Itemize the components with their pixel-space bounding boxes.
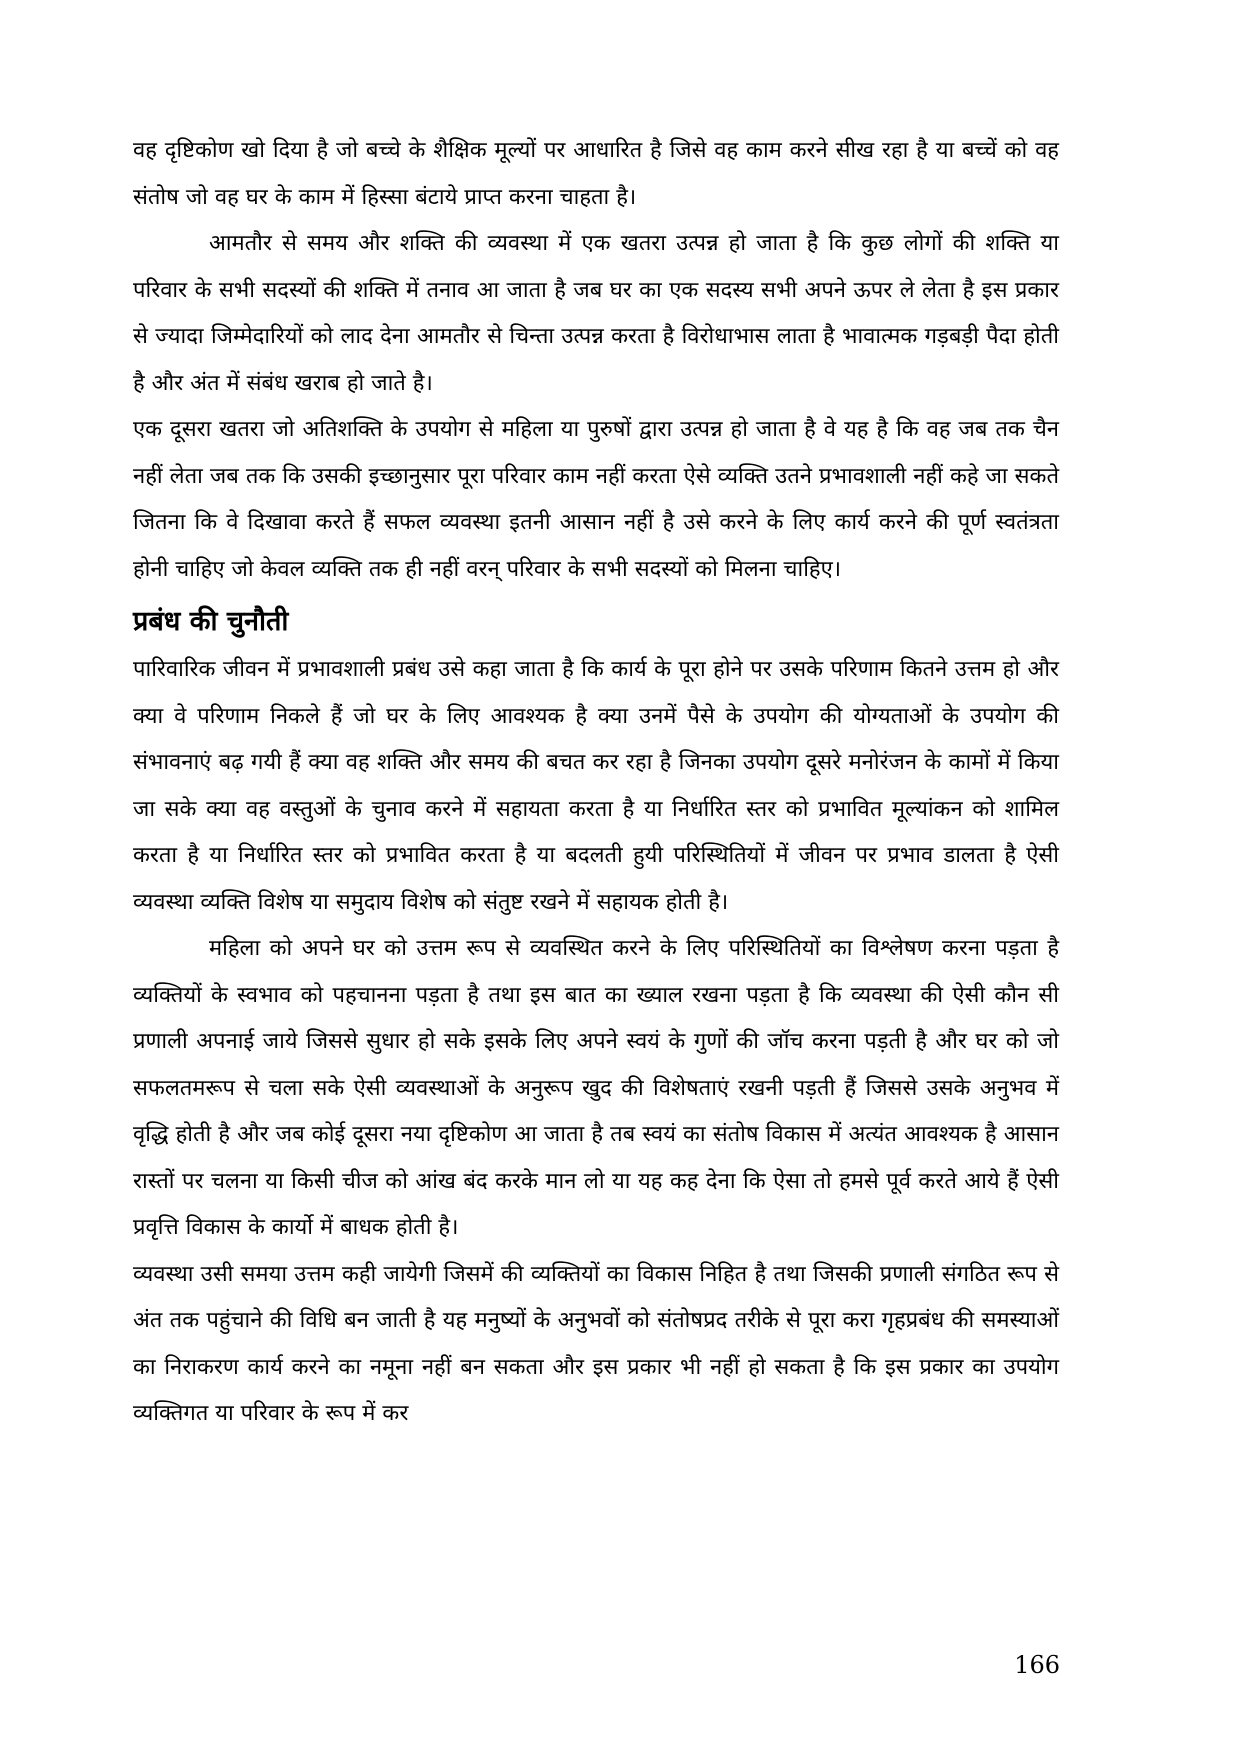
- page-number: 166: [1014, 1651, 1060, 1679]
- section-heading: प्रबंध की चुनौती: [133, 606, 289, 637]
- document-page: [133, 128, 1059, 1438]
- paragraph-2: आमतौर से समय और शक्ति की व्यवस्था में एक खतरा उत्पन्न हो जाता है कि कुछ लोगों की शक्ति या परिवार के सभी सदस्यों की शक्ति में तनाव आ जाता है जब घर का एक सदस्य सभी अपने ऊपर ले लेता है इस प्रकार से ज्यादा जिम्मेदारियों को लाद देना आमतौर से चिन्ता उत्पन्न करता है विरोधाभास लाता है भावात्मक गड़बड़ी पैदा होती है और अंत में संबंध खराब हो जाते है।: [133, 231, 1059, 396]
- paragraph-6: व्यवस्था उसी समया उत्तम कही जायेगी जिसमें की व्यक्तियों का विकास निहित है तथा जिसकी प्रणाली संगठित रूप से अंत तक पहुंचाने की विधि बन जाती है यह मनुष्यों के अनुभवों को संतोषप्रद तरीके से पूरा करा गृहप्रबंध की समस्याओं का निराकरण कार्य करने का नमूना नहीं बन सकता और इस प्रकार भी नहीं हो सकता है कि इस प्रकार का उपयोग व्यक्तिगत या परिवार के रूप में कर: [133, 1261, 1059, 1426]
- paragraph-5: महिला को अपने घर को उत्तम रूप से व्यवस्थित करने के लिए परिस्थितियों का विश्लेषण करना पड़ता है व्यक्तियों के स्वभाव को पहचानना पड़ता है तथा इस बात का ख्याल रखना पड़ता है कि व्यवस्था की ऐसी कौन सी प्रणाली अपनाई जाये जिससे सुधार हो सके इसके लिए अपने स्वयं के गुणों की जॉच करना पड़ती है और घर को जो सफलतमरूप से चला सके ऐसी व्यवस्थाओं के अनुरूप खुद की विशेषताएं रखनी पड़ती हैं जिससे उसके अनुभव में वृद्धि होती है और जब कोई दूसरा नया दृष्टिकोण आ जाता है तब स्वयं का संतोष विकास में अत्यंत आवश्यक है आसान रास्तों पर चलना या किसी चीज को आंख बंद करके मान लो या यह कह देना कि ऐसा तो हमसे पूर्व करते आये हैं ऐसी प्रवृत्ति विकास के कार्यो में बाधक होती है।: [133, 936, 1059, 1240]
- paragraph-3: एक दूसरा खतरा जो अतिशक्ति के उपयोग से महिला या पुरुषों द्वारा उत्पन्न हो जाता है वे यह है कि वह जब तक चैन नहीं लेता जब तक कि उसकी इच्छानुसार पूरा परिवार काम नहीं करता ऐसे व्यक्ति उतने प्रभावशाली नहीं कहे जा सकते जितना कि वे दिखावा करते हैं सफल व्यवस्था इतनी आसान नहीं है उसे करने के लिए कार्य करने की पूर्ण स्वतंत्रता होनी चाहिए जो केवल व्यक्ति तक ही नहीं वरन् परिवार के सभी सदस्यों को मिलना चाहिए।: [133, 417, 1059, 582]
- paragraph-4: पारिवारिक जीवन में प्रभावशाली प्रबंध उसे कहा जाता है कि कार्य के पूरा होने पर उसके परिणाम कितने उत्तम हो और क्या वे परिणाम निकले हैं जो घर के लिए आवश्यक है क्या उनमें पैसे के उपयोग की योग्यताओं के उपयोग की संभावनाएं बढ़ गयी हैं क्या वह शक्ति और समय की बचत कर रहा है जिनका उपयोग दूसरे मनोरंजन के कामों में किया जा सके क्या वह वस्तुओं के चुनाव करने में सहायता करता है या निर्धारित स्तर को प्रभावित मूल्यांकन को शामिल करता है या निर्धारित स्तर को प्रभावित करता है या बदलती हुयी परिस्थितियों में जीवन पर प्रभाव डालता है ऐसी व्यवस्था व्यक्ति विशेष या समुदाय विशेष को संतुष्ट रखने में सहायक होती है।: [133, 657, 1059, 915]
- paragraph-1: वह दृष्टिकोण खो दिया है जो बच्चे के शैक्षिक मूल्यों पर आधारित है जिसे वह काम करने सीख रहा है या बच्चें को वह संतोष जो वह घर के काम में हिस्सा बंटाये प्राप्त करना चाहता है।: [133, 138, 1059, 210]
